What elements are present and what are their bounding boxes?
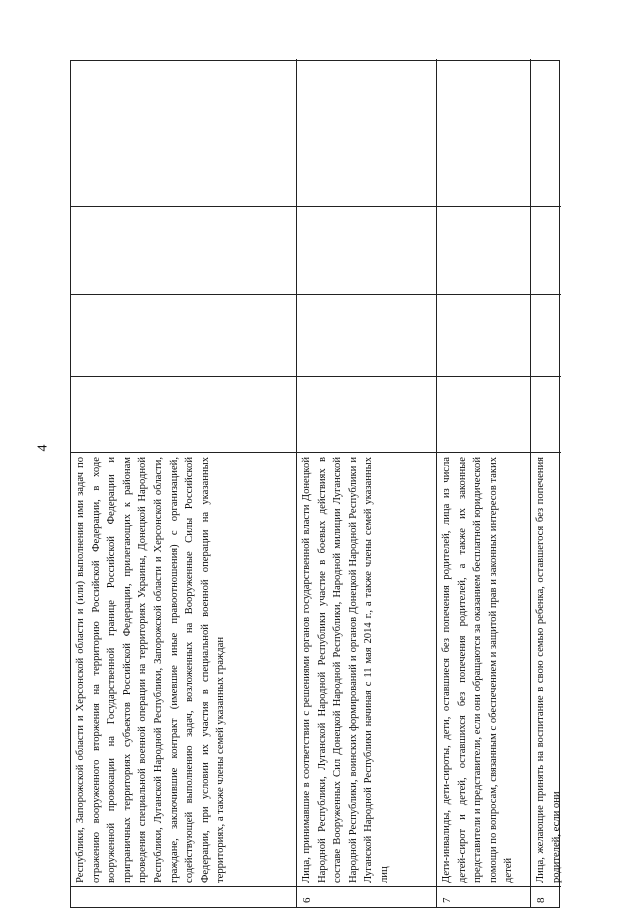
row-description: Лица, желающие принять на воспитание в свою семью ребенка, оставшегося без попечения родителей, если они <box>535 457 562 883</box>
row-description: Лица, принимавшие в соответствии с решениями органов государственной власти Донецкой Народной Республики, Луганской Народной Республики участие в боевых действиях в составе Вооруженных Сил Донецкой Народной Республики, Народной милиции Луганской Народной Республики, воинских формирований и органов Донецкой Народной Республики и Луганской Народной Республики начиная с 11 мая 2014 г., а также члены семей указанных лиц <box>301 457 390 883</box>
table-row <box>437 59 531 907</box>
row-description: Республики, Запорожской области и Херсонской области и (или) выполнения ими задач по отражению вооруженного вторжения на территорию Российской Федерации, в ходе вооруженной провокации на Государственной границе Российской Федерации и приграничных территориях субъектов Российской Федерации, прилегающих к районам проведения специальной военной операции на территориях Украины, Донецкой Народной Республики, Луганской Народной Республики, Запорожской области и Херсонской области, граждане, заключившие контракт (имевшие иные правоотношения) с организацией, содействующей выполнению задач, возложенных на Вооруженные Силы Российской Федерации, при условии их участия в специальной военной операции на указанных территориях, а также члены семей указанных граждан <box>75 457 227 883</box>
table-row <box>531 59 561 907</box>
rotated-table-sheet <box>70 60 560 908</box>
benefits-table <box>70 60 560 908</box>
page-number: 4 <box>35 444 51 452</box>
row-number: 7 <box>441 897 453 903</box>
row-number: 8 <box>535 897 547 903</box>
row-number: 6 <box>301 897 313 903</box>
table-row <box>71 59 297 907</box>
table-row <box>297 59 437 907</box>
row-description: Дети-инвалиды, дети-сироты, дети, оставшиеся без попечения родителей, лица из числа детей-сирот и детей, оставшихся без попечения родителей, а также их законные представители и представители, если они обращаются за оказанием бесплатной юридической помощи по вопросам, связанным с обеспечением и защитой прав и законных интересов таких детей <box>441 457 515 883</box>
